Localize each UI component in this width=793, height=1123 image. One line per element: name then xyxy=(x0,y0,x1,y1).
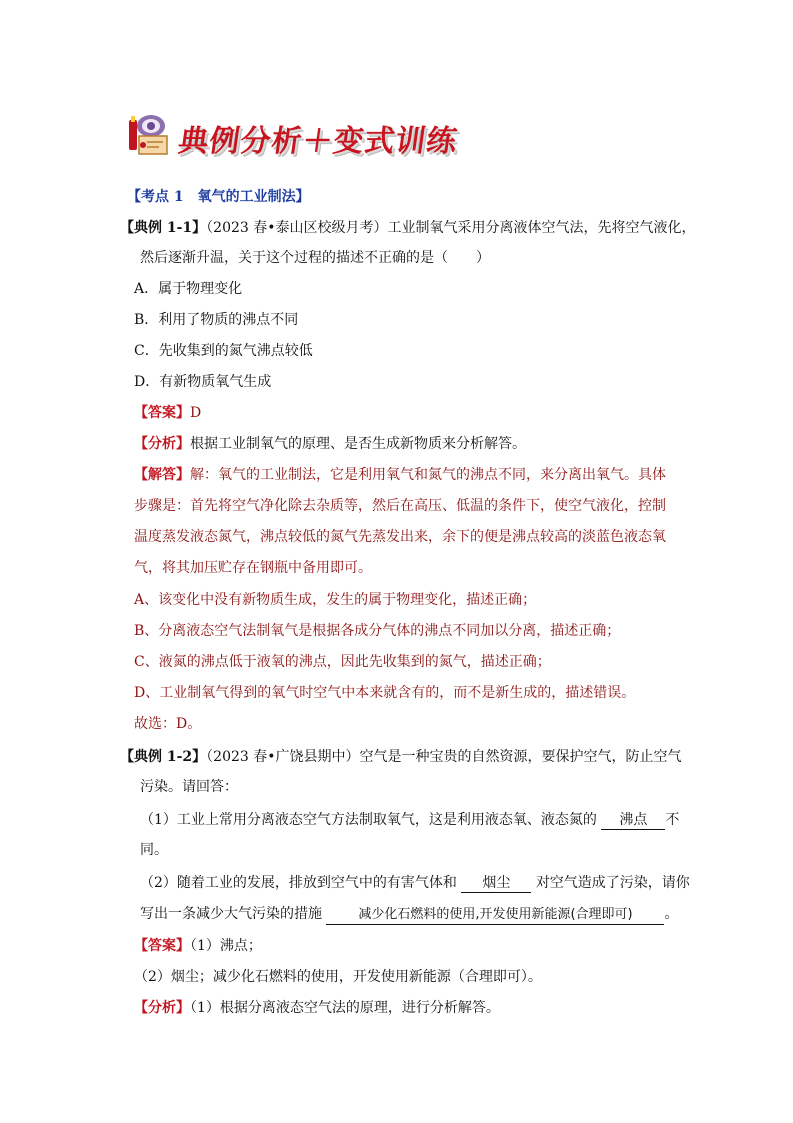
example1-option-b: B．利用了物质的沸点不同 xyxy=(134,312,299,328)
teacher-document-icon xyxy=(127,112,173,158)
example2-answer-line1 xyxy=(134,936,262,956)
q2-line2-end: 。 xyxy=(664,906,679,922)
example1-question-line1 xyxy=(120,218,696,238)
example1-answer xyxy=(134,403,201,423)
example1-solution-line3: 温度蒸发液态氮气，沸点较低的氮气先蒸发出来，余下的便是沸点较高的淡蓝色液态氧 xyxy=(134,529,666,545)
q1-after-text: 不 xyxy=(665,812,680,828)
answer-value: D xyxy=(190,405,202,421)
example1-tag: 【典例 1-1】 xyxy=(120,220,207,236)
section-header xyxy=(127,112,487,158)
q2-blank1-answer: 烟尘 xyxy=(461,874,531,893)
example1-question-line2: 然后逐渐升温，关于这个过程的描述不正确的是（ ） xyxy=(140,250,490,266)
example2-q2-line1 xyxy=(140,873,690,893)
example1-solution-line1 xyxy=(134,465,666,485)
option-explanation-a: A、该变化中没有新物质生成，发生的属于物理变化，描述正确； xyxy=(134,592,537,608)
example2-q1-line1 xyxy=(140,810,679,830)
answer-text-1: （1）沸点； xyxy=(190,938,262,954)
example1-option-d: D．有新物质氧气生成 xyxy=(134,374,272,390)
example2-answer-line2: （2）烟尘；减少化石燃料的使用，开发使用新能源（合理即可）。 xyxy=(134,969,542,985)
example2-question-text: （2023 春•广饶县期中）空气是一种宝贵的自然资源，要保护空气，防止空气 xyxy=(206,749,682,765)
q1-text: （1）工业上常用分离液态空气方法制取氧气，这是利用液态氧、液态氮的 xyxy=(140,812,597,828)
analysis-text: 根据工业制氧气的原理、是否生成新物质来分析解答。 xyxy=(190,436,526,452)
topic-label: 【考点 1 氧气的工业制法】 xyxy=(127,189,310,205)
example2-question-line2: 污染。请回答： xyxy=(140,779,238,795)
analysis-tag: 【分析】 xyxy=(134,436,190,452)
example2-question-line1 xyxy=(120,747,682,767)
answer-tag: 【答案】 xyxy=(134,405,190,421)
example1-solution-line4: 气，将其加压贮存在钢瓶中备用即可。 xyxy=(134,560,372,576)
answer-tag-2: 【答案】 xyxy=(134,938,190,954)
option-explanation-b: B、分离液态空气法制氧气是根据各成分气体的沸点不同加以分离，描述正确； xyxy=(134,623,621,639)
example2-tag: 【典例 1-2】 xyxy=(120,749,207,765)
example2-q2-line2 xyxy=(140,904,678,925)
q2-text: （2）随着工业的发展，排放到空气中的有害气体和 xyxy=(140,875,457,891)
q1-blank-answer: 沸点 xyxy=(601,811,665,830)
analysis-text-2: （1）根据分离液态空气法的原理，进行分析解答。 xyxy=(190,1000,500,1016)
q2-blank2-answer: 减少化石燃料的使用,开发使用新能源(合理即可) xyxy=(326,906,664,925)
solution-text-1: 解：氧气的工业制法，它是利用氧气和氮气的沸点不同，来分离出氧气。具体 xyxy=(190,467,666,483)
option-explanation-c: C、液氮的沸点低于液氧的沸点，因此先收集到的氮气，描述正确； xyxy=(134,654,551,670)
analysis-tag-2: 【分析】 xyxy=(134,1000,190,1016)
example1-conclusion: 故选：D。 xyxy=(134,716,202,732)
example2-q1-line2: 同。 xyxy=(140,842,168,858)
q2-line2-text: 写出一条减少大气污染的措施 xyxy=(140,906,322,922)
example1-option-a: A．属于物理变化 xyxy=(134,281,243,297)
q2-after-text: 对空气造成了污染，请你 xyxy=(535,875,690,891)
solution-tag: 【解答】 xyxy=(134,467,190,483)
example1-analysis xyxy=(134,434,526,454)
example2-analysis xyxy=(134,998,500,1018)
option-explanation-d: D、工业制氧气得到的氧气时空气中本来就含有的，而不是新生成的，描述错误。 xyxy=(134,685,636,701)
header-title: 典例分析＋变式训练 xyxy=(176,124,460,159)
example1-solution-line2: 步骤是：首先将空气净化除去杂质等，然后在高压、低温的条件下，使空气液化，控制 xyxy=(134,498,666,514)
example1-question-text: （2023 春•泰山区校级月考）工业制氧气采用分离液体空气法，先将空气液化， xyxy=(206,220,696,236)
example1-option-c: C．先收集到的氮气沸点较低 xyxy=(134,343,313,359)
